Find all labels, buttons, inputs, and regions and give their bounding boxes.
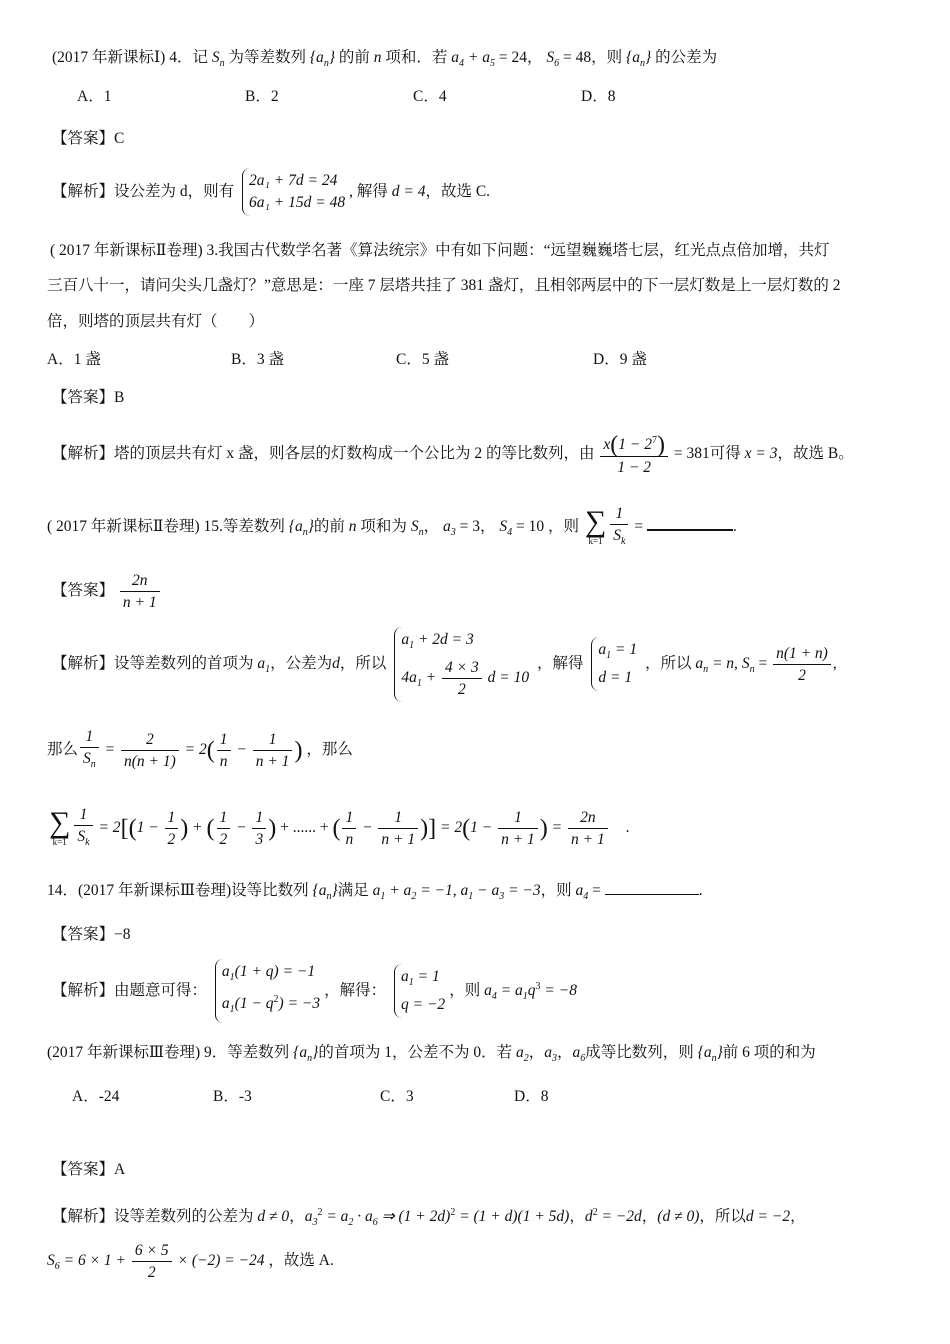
q1-stem: (2017 年新课标Ⅰ) 4．记 $S_n$ 为等差数列 $\{a_n\}$ 的前 n 项和．若 $a_4 + a_5 = 24$， $S_6 = 48$，则 $\{a_n\}$ 的公差为 [52,49,718,69]
q3-stem: ( 2017 年新课标Ⅱ卷理) 15.等差数列 $\{a_n\}$的前 n 项和为 $S_n$， $a_3 = 3$， $S_4 = 10$ ，则 ∑ k=1 $\frac{1}{S_k}$ = . [47,504,737,547]
q3-analysis-line3: ∑ k=1 $\frac{1}{S_k}$ = 2[(1 − $\frac{1}{2}$ ) + ( $\frac{1}{2}$ − $\frac{1}{3}$ ) + ...... + ( $\frac{1}{n}$ − $\frac{1}{n + 1}$ )] = 2(1 − $\frac{1}{n + 1}$ ) = $\frac{2n}{n + 1}$ . [49,805,630,848]
q1-answer: 【答案】C [52,130,125,147]
q3-analysis: 【解析】设等差数列的首项为 $a_1$，公差为d，所以 $a_1 + 2d = 3$ $4a_1$ + $\frac{4 \times 3}{2}$ d = 10 ，解得 $a_1 = 1$ d = 1 ，所以 $a_n = n$, $S_n$ = $\frac{n(1 + n)}{2}$ , [52,624,837,710]
q2-stem-line2: 三百八十一，请问尖头几盏灯？”意思是：一座 7 层塔共挂了 381 盏灯，且相邻两层中的下一层灯数是上一层灯数的 2 [47,277,841,294]
q4-analysis: 【解析】由题意可得： $a_1(1 + q) = -1$ $a_1(1 - q^2) = -3$ ，解得： $a_1 = 1$ q = −2 ，则 $a_4 = a_1q^3 = -8$ [52,956,577,1028]
q2-answer: 【答案】B [52,389,125,406]
q1-option-d: D．8 [581,88,616,105]
q4-answer: 【答案】−8 [52,926,131,943]
q1-option-b: B．2 [245,88,279,105]
q3-analysis-line2: 那么 $\frac{1}{S_n}$ = $\frac{2}{n(n + 1)}$ = 2( $\frac{1}{n}$ − $\frac{1}{n + 1}$ ) ，那么 [47,727,353,770]
q1-option-c: C．4 [413,88,447,105]
q4-answer-blank[interactable] [605,894,699,895]
q3-equation-system-1: $a_1 + 2d = 3$ $4a_1$ + $\frac{4 \times 3}{2}$ d = 10 [394,627,529,702]
q1-equation-system: 2a₁ + 7d = 24 6a₁ + 15d = 48 [242,168,345,216]
q4-equation-system-1: $a_1(1 + q) = -1$ $a_1(1 - q^2) = -3$ [215,959,320,1023]
q2-fraction: $\frac{x(1 - 2^7)}{1 - 2}$ [600,430,668,478]
q5-analysis: 【解析】设等差数列的公差为 d ≠ 0，$a_3^2 = a_2 \cdot a_6$ ⇒ $(1 + 2d)^2 = (1 + d)(1 + 5d)$，$d^2 = -2d$，(d ≠ 0)，所以d = −2， [52,1207,806,1228]
q3-answer: 【答案】 $\frac{2n}{n + 1}$ [52,566,162,616]
q1-option-a: A．1 [77,88,112,105]
q2-option-b: B．3 盏 [231,351,284,368]
q5-analysis-line2: $S_6 = 6 \times 1$ + $\frac{6 \times 5}{2}$ × (−2) = −24 ，故选 A. [47,1241,334,1281]
q2-option-a: A．1 盏 [47,351,101,368]
q3-equation-system-2: $a_1 = 1$ d = 1 [591,637,637,691]
q1-analysis: 【解析】设公差为 d，则有 2a₁ + 7d = 24 6a₁ + 15d = 48 , 解得 d = 4，故选 C. [52,162,490,222]
q3-answer-fraction: $\frac{2n}{n + 1}$ [120,570,160,613]
q4-equation-system-2: $a_1 = 1$ q = −2 [394,964,445,1018]
q5-option-d: D．8 [514,1088,549,1105]
q2-option-d: D．9 盏 [593,351,647,368]
q5-option-a: A．-24 [72,1088,120,1105]
q2-option-c: C．5 盏 [396,351,449,368]
q2-stem-line1: ( 2017 年新课标Ⅱ卷理) 3.我国古代数学名著《算法统宗》中有如下问题：“远望巍巍塔七层，红光点点倍加增，共灯 [50,242,830,259]
q3-sn-fraction: $\frac{n(1 + n)}{2}$ [773,643,831,686]
q2-stem-line3: 倍，则塔的顶层共有灯（ ） [47,313,265,330]
q5-answer: 【答案】A [52,1161,126,1178]
q5-option-c: C．3 [380,1088,414,1105]
q5-option-b: B．-3 [213,1088,252,1105]
q4-stem: 14．(2017 年新课标Ⅲ卷理)设等比数列 $\{a_n\}$满足 $a_1 + a_2 = -1$, $a_1 - a_3 = -3$，则 $a_4$ = . [47,882,703,902]
q5-stem: (2017 年新课标Ⅲ卷理) 9．等差数列 $\{a_n\}$的首项为 1，公差不为 0．若 $a_2$，$a_3$，$a_6$成等比数列，则 $\{a_n\}$前 6 项的和为 [47,1044,816,1064]
q3-sigma: ∑ k=1 [584,505,607,547]
q2-analysis: 【解析】塔的顶层共有灯 x 盏，则各层的灯数构成一个公比为 2 的等比数列，由 $\frac{x(1 - 2^7)}{1 - 2}$ = 381可得 x = 3，故选 B。 [52,432,854,477]
q3-answer-blank[interactable] [647,529,733,531]
